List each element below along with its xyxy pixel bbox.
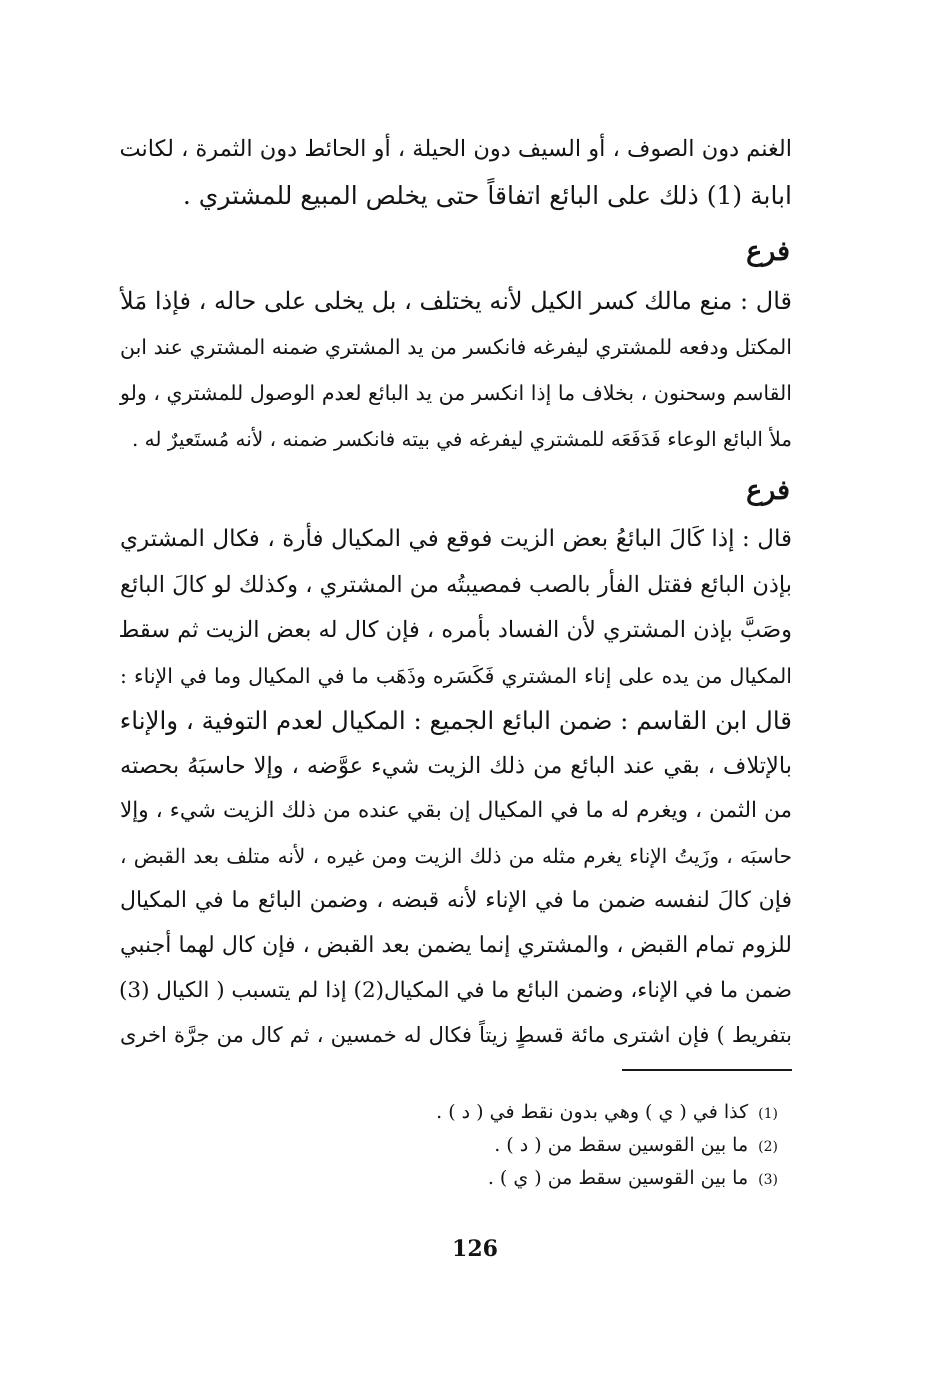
footnote: [436, 1097, 778, 1129]
text-line: المكيال من يده على إناء المشتري فَكَسَره وذَهَب ما في المكيال وما في الإناء :: [120, 664, 792, 688]
text-line: قال : إذا كَالَ البائعُ بعض الزيت فوقع في المكيال فأرة ، فكال المشتري: [120, 526, 792, 552]
footnote-number: (1): [758, 1106, 778, 1122]
text-line: المكتل ودفعه للمشتري ليفرغه فانكسر من يد المشتري ضمنه المشتري عند ابن: [120, 335, 792, 359]
section-heading: فرع: [746, 475, 790, 506]
text-line: قال : منع مالك كسر الكيل لأنه يختلف ، بل يخلى على حاله ، فإذا مَلأ: [120, 287, 792, 315]
section-heading: فرع: [746, 236, 790, 267]
text-line: حاسبَه ، وزَيتُ الإناء يغرم مثله من ذلك الزيت ومن غيره ، لأنه متلف بعد القبض ،: [120, 844, 792, 868]
footnote: [494, 1130, 778, 1162]
text-line: القاسم وسحنون ، بخلاف ما إذا انكسر من يد البائع لعدم الوصول للمشتري ، ولو: [120, 381, 792, 405]
text-line: للزوم تمام القبض ، والمشتري إنما يضمن بعد القبض ، فإن كال لهما أجنبي: [120, 933, 792, 958]
footnote-number: (2): [758, 1139, 778, 1155]
text-line: ابابة (1) ذلك على البائع اتفاقاً حتى يخلص المبيع للمشتري .: [182, 181, 792, 210]
text-line: بتفريط ) فإن اشترى مائة قسطٍ زيتاً فكال له خمسين ، ثم كال من جرَّة اخرى: [120, 1023, 792, 1047]
footnote-text: ما بين القوسين سقط من ( د ) .: [494, 1134, 749, 1156]
footnote-text: كذا في ( ي ) وهي بدون نقط في ( د ) .: [436, 1101, 749, 1123]
page-number: 126: [452, 1236, 498, 1262]
text-line: وصَبَّ بإذن المشتري لأن الفساد بأمره ، فإن كال له بعض الزيت ثم سقط: [118, 617, 792, 643]
text-line: من الثمن ، ويغرم له ما في المكيال إن بقي عنده من ذلك الزيت شيء ، وإلا: [120, 798, 792, 823]
footnote-separator: [622, 1069, 792, 1071]
text-line: فإن كالَ لنفسه ضمن ما في الإناء لأنه قبضه ، وضمن البائع ما في المكيال: [120, 888, 792, 913]
text-line: ملأ البائع الوعاء فَدَفَعَه للمشتري ليفرغه في بيته فانكسر ضمنه ، لأنه مُستَعيرٌ له .: [131, 427, 792, 451]
text-line: بالإتلاف ، بقي عند البائع من ذلك الزيت شيء عوَّضه ، وإلا حاسبَهُ بحصته: [120, 753, 792, 779]
text-line: بإذن البائع فقتل الفأر بالصب فمصيبتُه من المشتري ، وكذلك لو كالَ البائع: [120, 572, 792, 598]
footnote-text: ما بين القوسين سقط من ( ي ) .: [487, 1167, 749, 1189]
footnote: [488, 1163, 778, 1195]
text-line: ضمن ما في الإناء، وضمن البائع ما في المكيال(2) إذا لم يتسبب ( الكيال (3): [119, 978, 792, 1003]
text-line: قال ابن القاسم : ضمن البائع الجميع : المكيال لعدم التوفية ، والإناء: [119, 706, 792, 735]
text-line: الغنم دون الصوف ، أو السيف دون الحيلة ، أو الحائط دون الثمرة ، لكانت: [119, 136, 792, 162]
footnote-number: (3): [758, 1172, 778, 1188]
